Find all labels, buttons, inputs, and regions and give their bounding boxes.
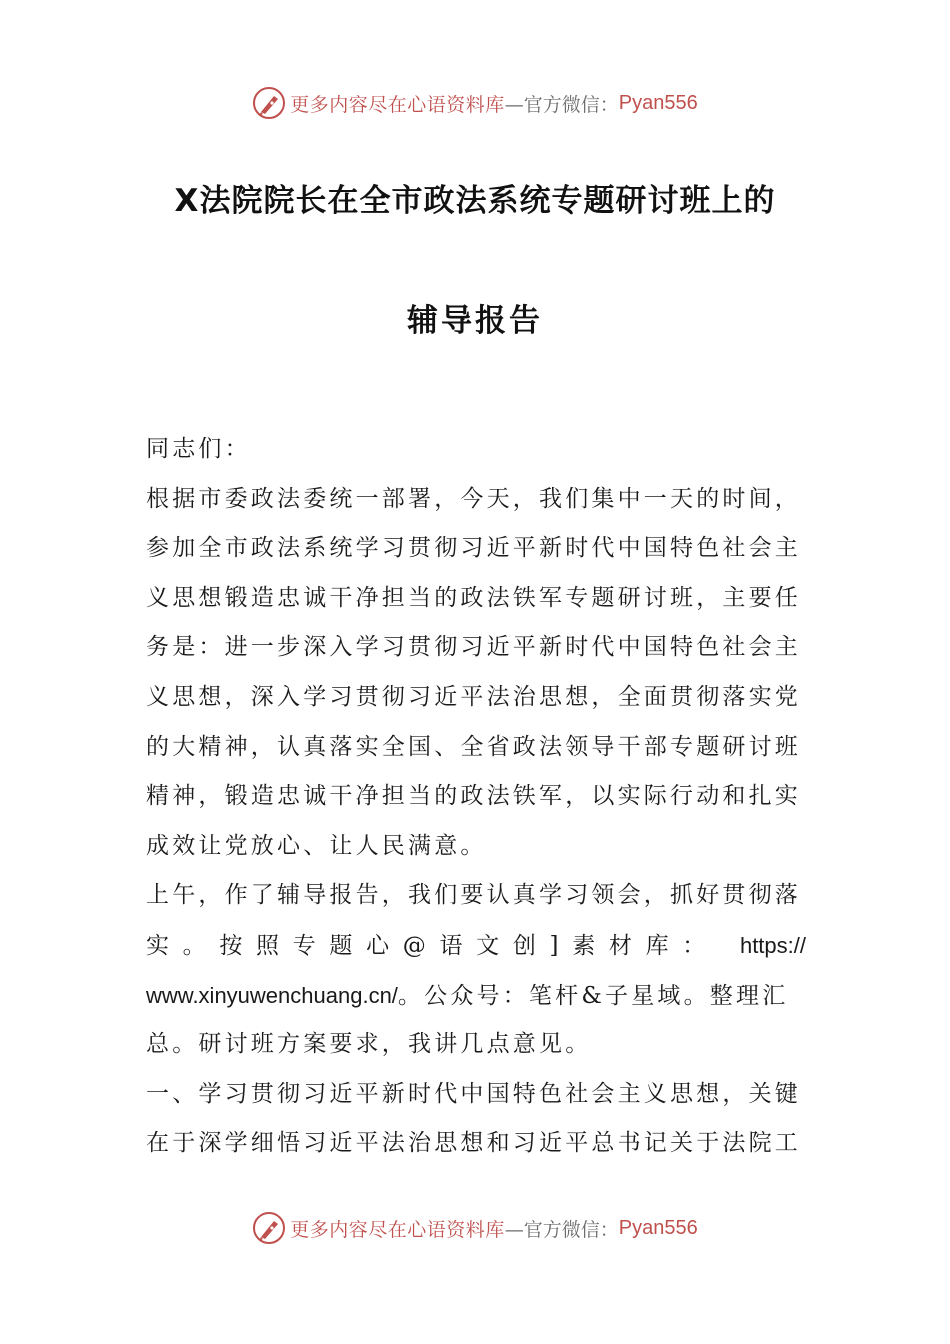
banner-text: 更多内容尽在心语资料库 xyxy=(290,93,505,116)
body-line: 根据市委政法委统一部署，今天，我们集中一天的时间， xyxy=(146,485,801,512)
body-line: 上午，作了辅导报告，我们要认真学习领会，抓好贯彻落 xyxy=(146,882,801,909)
banner-wechat-id: Pyan556 xyxy=(618,91,698,114)
pen-nib-icon xyxy=(252,1211,286,1245)
pen-nib-icon xyxy=(252,86,286,120)
body-line: 成效让党放心、让人民满意。 xyxy=(146,832,487,859)
body-line: 精神，锻造忠诚干净担当的政法铁军，以实际行动和扎实 xyxy=(146,783,801,810)
body-line xyxy=(146,921,806,971)
body-line: 一、学习贯彻习近平新时代中国特色社会主义思想，关键 xyxy=(146,1080,801,1107)
footer-watermark-banner xyxy=(0,1208,950,1248)
body-line xyxy=(146,971,806,1021)
document-title-line2: 辅导报告 xyxy=(407,303,543,339)
banner-text: 更多内容尽在心语资料库 xyxy=(290,1218,505,1241)
body-line-text: 。公众号：笔杆&子星域。整理汇 xyxy=(397,982,789,1009)
url-start: https:// xyxy=(739,932,806,958)
body-line-text: 实。按照专题心@语文创]素材库： xyxy=(146,932,719,959)
banner-separator: —官方微信： xyxy=(504,93,619,116)
body-line: 义思想，深入学习贯彻习近平法治思想，全面贯彻落实党 xyxy=(146,683,801,710)
url-domain: www.xinyuwenchuang.cn/ xyxy=(146,982,398,1008)
body-line: 总。研讨班方案要求，我讲几点意见。 xyxy=(146,1031,592,1058)
body-line: 务是：进一步深入学习贯彻习近平新时代中国特色社会主 xyxy=(146,634,801,661)
header-watermark-banner xyxy=(0,83,950,123)
banner-wechat-id: Pyan556 xyxy=(618,1216,698,1239)
banner-separator: —官方微信： xyxy=(504,1218,619,1241)
body-line: 在于深学细悟习近平法治思想和习近平总书记关于法院工 xyxy=(146,1130,801,1157)
body-line: 义思想锻造忠诚干净担当的政法铁军专题研讨班，主要任 xyxy=(146,584,801,611)
document-title-line1: X法院院长在全市政法系统专题研讨班上的 xyxy=(174,183,776,219)
body-line: 同志们： xyxy=(146,436,251,462)
body-line: 的大精神，认真落实全国、全省政法领导干部专题研讨班 xyxy=(146,733,801,760)
document-body xyxy=(146,425,806,1169)
body-line: 参加全市政法系统学习贯彻习近平新时代中国特色社会主 xyxy=(146,535,801,562)
